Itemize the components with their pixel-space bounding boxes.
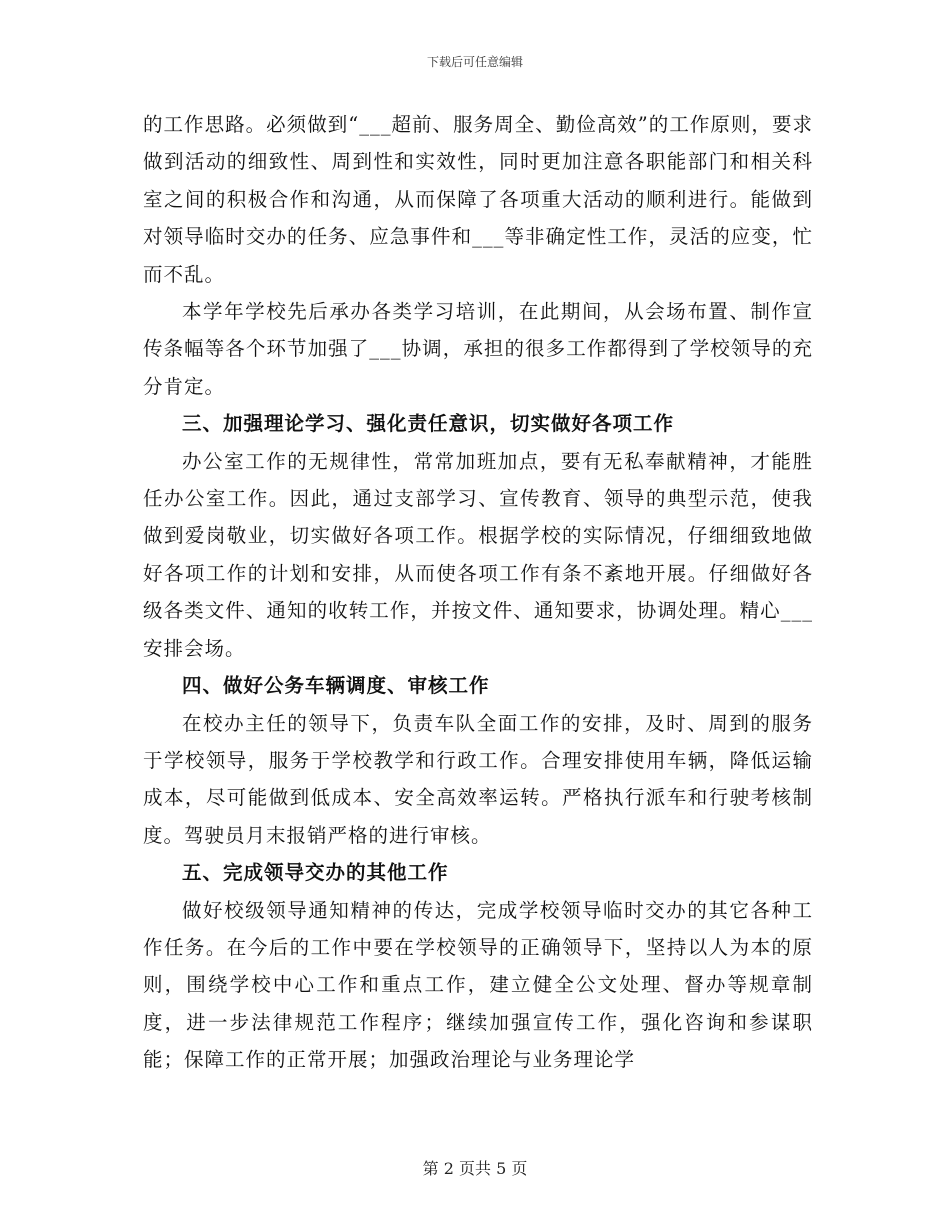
section-heading-3: 三、加强理论学习、强化责任意识，切实做好各项工作 (182, 412, 675, 436)
page-number: 第 2 页共 5 页 (422, 1159, 528, 1178)
paragraph-5: 做好校级领导通知精神的传达，完成学校领导临时交办的其它各种工作任务。在今后的工作中要在学校领导的正确领导下，坚持以人为本的原则，围绕学校中心工作和重点工作，建立健全公文处理、督办等规章制度，进一步法律规范工作程序；继续加强宣传工作，强化咨询和参谋职能；保障工作的正常开展；加强政治理论与业务理论学 (143, 898, 813, 1072)
paragraph-1: 的工作思路。必须做到“___超前、服务周全、勤俭高效”的工作原则，要求做到活动的细致性、周到性和实效性，同时更加注意各职能部门和相关科室之间的积极合作和沟通，从而保障了各项重大活动的顺利进行。能做到对领导临时交办的任务、应急事件和___等非确定性工作，灵活的应变，忙而不乱。 (143, 113, 813, 286)
document-body (143, 106, 813, 1079)
paragraph-4: 在校办主任的领导下，负责车队全面工作的安排，及时、周到的服务于学校领导，服务于学校教学和行政工作。合理安排使用车辆，降低运输成本，尽可能做到低成本、安全高效率运转。严格执行派车和行驶考核制度。驾驶员月末报销严格的进行审核。 (143, 711, 813, 847)
paragraph-3: 办公室工作的无规律性，常常加班加点，要有无私奉献精神，才能胜任办公室工作。因此，通过支部学习、宣传教育、领导的典型示范，使我做到爱岗敬业，切实做好各项工作。根据学校的实际情况，仔细细致地做好各项工作的计划和安排，从而使各项工作有条不紊地开展。仔细做好各级各类文件、通知的收转工作，并按文件、通知要求，协调处理。精心___安排会场。 (143, 449, 813, 660)
section-heading-4: 四、做好公务车辆调度、审核工作 (182, 674, 490, 698)
section-heading-5: 五、完成领导交办的其他工作 (182, 861, 449, 885)
page-header: 下载后可任意编辑 (426, 55, 523, 69)
paragraph-2: 本学年学校先后承办各类学习培训，在此期间，从会场布置、制作宣传条幅等各个环节加强了___协调，承担的很多工作都得到了学校领导的充分肯定。 (143, 300, 813, 398)
